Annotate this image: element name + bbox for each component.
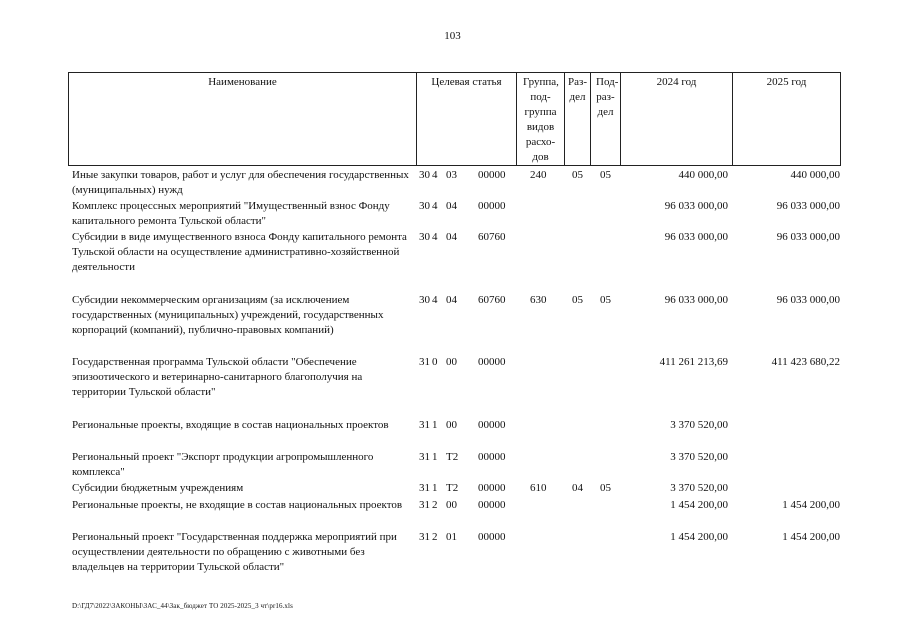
amount-2025: 96 033 000,00 <box>776 200 840 212</box>
file-path-footer: D:\ГД7\2022\ЗАКОНЫ\ЗАС_44\Зак_бюджет ТО 2025-2025_3 чт\pr16.xls <box>72 602 293 610</box>
row-name: Субсидии в виде имущественного взноса Фонду капитального ремонта Тульской области на осуществление административно-хозяйственной деятельности <box>72 231 407 273</box>
subsection: 05 <box>600 294 611 306</box>
section: 05 <box>572 169 583 181</box>
page-number: 103 <box>444 30 461 42</box>
target-direction: 00000 <box>478 200 506 212</box>
target-program: 30 <box>419 200 430 212</box>
target-subprogram: 4 <box>432 294 438 306</box>
amount-2024: 96 033 000,00 <box>664 294 728 306</box>
amount-2024: 1 454 200,00 <box>670 531 728 543</box>
target-subprogram: 4 <box>432 200 438 212</box>
target-subprogram: 2 <box>432 499 438 511</box>
target-direction: 00000 <box>478 451 506 463</box>
target-program: 31 <box>419 356 430 368</box>
header-subsection: Под-раз-дел <box>591 73 621 165</box>
row-name: Региональные проекты, не входящие в состав национальных проектов <box>72 499 403 511</box>
amount-2024: 3 370 520,00 <box>670 482 728 494</box>
table-header <box>68 72 841 166</box>
target-subprogram: 1 <box>432 451 438 463</box>
target-program: 31 <box>419 482 430 494</box>
target-subprogram: 4 <box>432 169 438 181</box>
target-event: 03 <box>446 169 457 181</box>
amount-2024: 3 370 520,00 <box>670 419 728 431</box>
amount-2024: 3 370 520,00 <box>670 451 728 463</box>
header-name: Наименование <box>69 73 417 165</box>
expense-group: 610 <box>530 482 547 494</box>
target-event: 01 <box>446 531 457 543</box>
header-target: Целевая статья <box>417 73 517 165</box>
target-program: 30 <box>419 294 430 306</box>
amount-2025: 411 423 680,22 <box>771 356 840 368</box>
target-program: 30 <box>419 231 430 243</box>
header-section: Раз-дел <box>565 73 591 165</box>
target-subprogram: 2 <box>432 531 438 543</box>
expense-group: 630 <box>530 294 547 306</box>
row-name: Комплекс процессных мероприятий "Имущественный взнос Фонду капитального ремонта Тульской области" <box>72 200 390 227</box>
target-subprogram: 1 <box>432 419 438 431</box>
amount-2025: 440 000,00 <box>790 169 840 181</box>
section: 05 <box>572 294 583 306</box>
amount-2025: 96 033 000,00 <box>776 231 840 243</box>
target-event: 00 <box>446 419 457 431</box>
target-program: 31 <box>419 499 430 511</box>
amount-2024: 440 000,00 <box>678 169 728 181</box>
header-2024: 2024 год <box>621 73 733 165</box>
row-name: Субсидии некоммерческим организациям (за исключением государственных (муниципальных) учреждений, государственных корпораций (компаний), публично-правовых компаний) <box>72 294 384 336</box>
header-group: Группа, под-группа видов расхо-дов <box>517 73 565 165</box>
target-event: 04 <box>446 231 457 243</box>
row-name: Региональные проекты, входящие в состав национальных проектов <box>72 419 389 431</box>
expense-group: 240 <box>530 169 547 181</box>
amount-2025: 1 454 200,00 <box>782 531 840 543</box>
section: 04 <box>572 482 583 494</box>
row-name: Государственная программа Тульской области "Обеспечение эпизоотического и ветеринарно-санитарного благополучия на территории Тульской области" <box>72 356 363 398</box>
target-event: 04 <box>446 294 457 306</box>
amount-2025: 1 454 200,00 <box>782 499 840 511</box>
target-event: Т2 <box>446 451 459 463</box>
target-program: 30 <box>419 169 430 181</box>
target-direction: 00000 <box>478 499 506 511</box>
amount-2025: 96 033 000,00 <box>776 294 840 306</box>
budget-table <box>68 72 841 573</box>
row-name: Субсидии бюджетным учреждениям <box>72 482 244 494</box>
subsection: 05 <box>600 482 611 494</box>
target-direction: 00000 <box>478 356 506 368</box>
target-direction: 60760 <box>478 231 506 243</box>
amount-2024: 96 033 000,00 <box>664 231 728 243</box>
header-2025: 2025 год <box>766 76 807 88</box>
row-name: Региональный проект "Экспорт продукции агропромышленного комплекса" <box>72 451 374 478</box>
subsection: 05 <box>600 169 611 181</box>
target-program: 31 <box>419 419 430 431</box>
amount-2024: 96 033 000,00 <box>664 200 728 212</box>
target-subprogram: 1 <box>432 482 438 494</box>
target-subprogram: 0 <box>432 356 438 368</box>
target-event: 04 <box>446 200 457 212</box>
target-direction: 00000 <box>478 419 506 431</box>
target-direction: 00000 <box>478 531 506 543</box>
target-subprogram: 4 <box>432 231 438 243</box>
target-direction: 60760 <box>478 294 506 306</box>
amount-2024: 411 261 213,69 <box>659 356 728 368</box>
target-program: 31 <box>419 451 430 463</box>
target-event: 00 <box>446 499 457 511</box>
target-direction: 00000 <box>478 169 506 181</box>
row-name: Иные закупки товаров, работ и услуг для обеспечения государственных (муниципальных) нужд <box>72 169 409 196</box>
target-event: Т2 <box>446 482 459 494</box>
row-name: Региональный проект "Государственная поддержка мероприятий при осуществлении деятельности по обращению с животными без владельцев на территории Тульской области" <box>72 531 397 573</box>
target-direction: 00000 <box>478 482 506 494</box>
target-program: 31 <box>419 531 430 543</box>
amount-2024: 1 454 200,00 <box>670 499 728 511</box>
target-event: 00 <box>446 356 457 368</box>
